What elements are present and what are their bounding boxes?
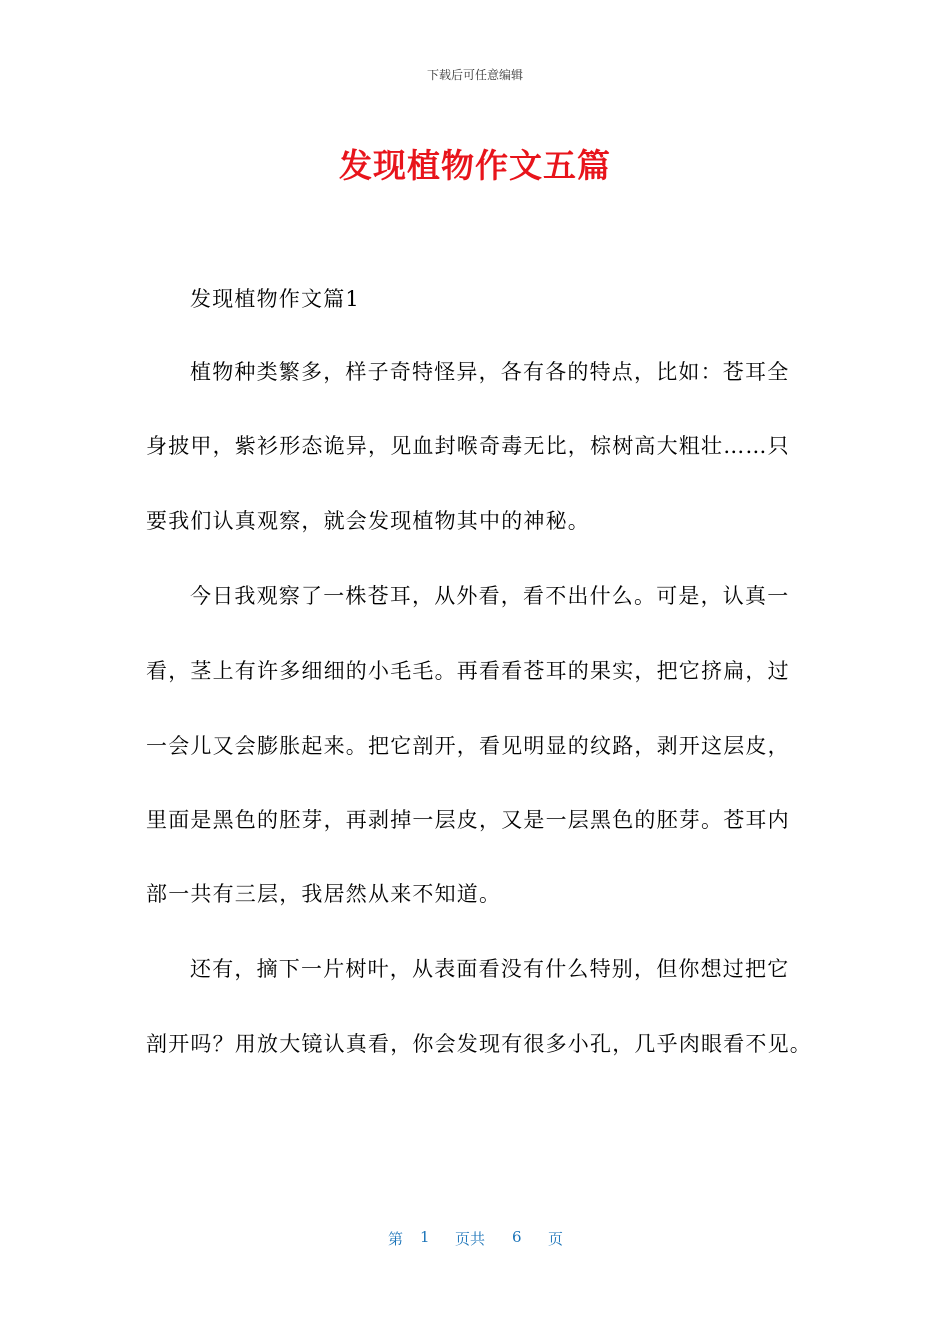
paragraph-line: 剖开吗？用放大镜认真看，你会发现有很多小孔，几乎肉眼看不见。 [146, 1032, 812, 1056]
paragraph-line: 植物种类繁多，样子奇特怪异，各有各的特点，比如：苍耳全 [190, 360, 790, 384]
paragraph-line: 今日我观察了一株苍耳，从外看，看不出什么。可是，认真一 [190, 584, 790, 608]
paragraph-line: 一会儿又会膨胀起来。把它剖开，看见明显的纹路，剥开这层皮， [146, 734, 790, 758]
document-title: 发现植物作文五篇 [339, 146, 611, 185]
footer-page-suffix: 页 [548, 1230, 564, 1248]
footer-page-number: 1 [420, 1228, 430, 1246]
footer-page-prefix: 第 [388, 1230, 404, 1248]
paragraph-line: 部一共有三层，我居然从来不知道。 [146, 882, 502, 906]
paragraph-line: 还有，摘下一片树叶，从表面看没有什么特别，但你想过把它 [190, 957, 790, 981]
footer-page-total: 6 [512, 1228, 522, 1246]
footer-page-middle: 页共 [455, 1230, 486, 1248]
paragraph-line: 里面是黑色的胚芽，再剥掉一层皮，又是一层黑色的胚芽。苍耳内 [146, 808, 790, 832]
paragraph-line: 身披甲，紫衫形态诡异，见血封喉奇毒无比，棕树高大粗壮……只 [146, 434, 790, 458]
section-heading: 发现植物作文篇1 [190, 287, 360, 311]
paragraph-line: 看，茎上有许多细细的小毛毛。再看看苍耳的果实，把它挤扁，过 [146, 659, 790, 683]
header-note: 下载后可任意编辑 [426, 68, 523, 82]
paragraph-line: 要我们认真观察，就会发现植物其中的神秘。 [146, 509, 590, 533]
